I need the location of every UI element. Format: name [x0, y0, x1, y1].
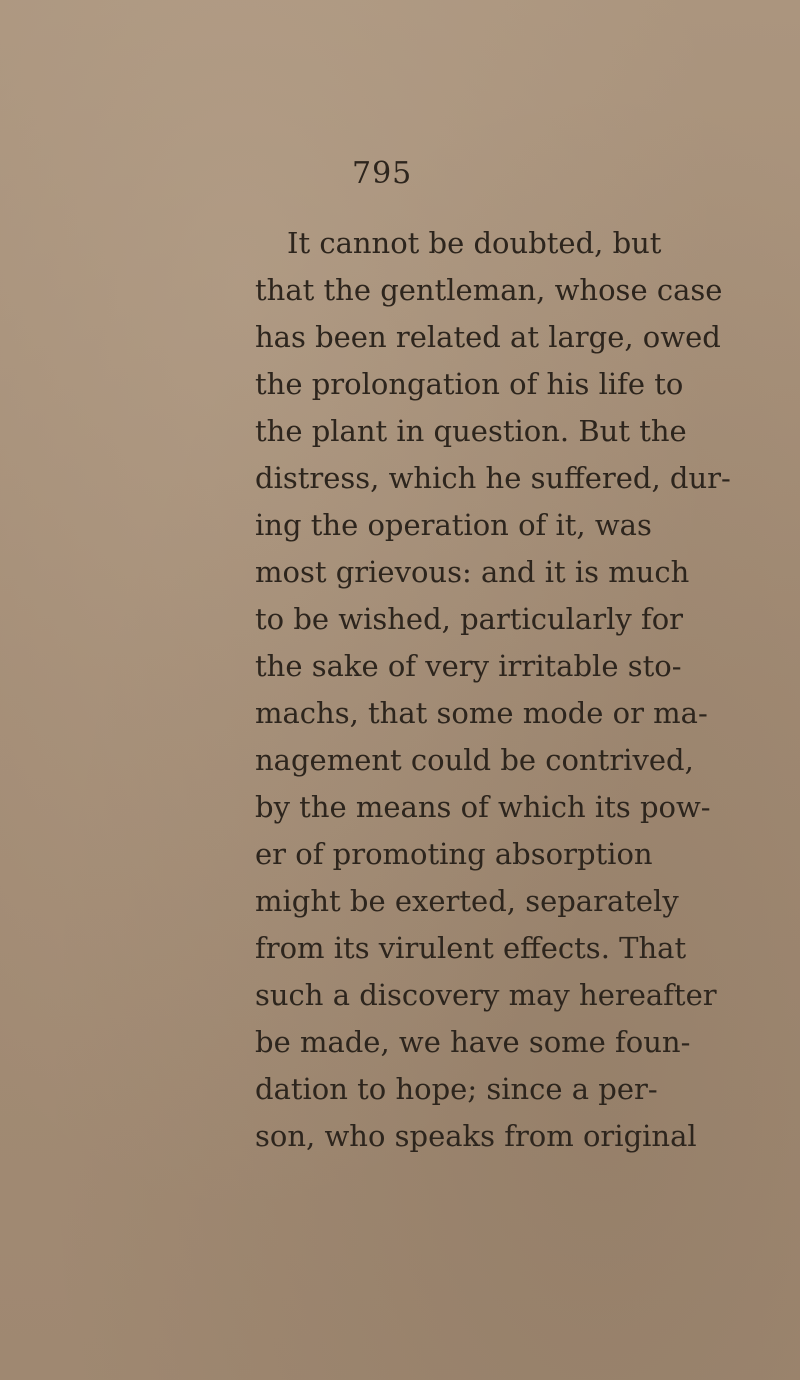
text-line: to be wished, particularly for [255, 602, 684, 636]
text-line: be made, we have some foun- [255, 1025, 691, 1059]
text-line: nagement could be contrived, [255, 743, 694, 777]
text-line: er of promoting absorption [255, 837, 653, 871]
text-line: such a discovery may hereafter [255, 978, 717, 1012]
text-line: the plant in question. But the [255, 414, 687, 448]
text-line: son, who speaks from original [255, 1119, 697, 1153]
text-line: the sake of very irritable sto- [255, 649, 682, 683]
text-line: ing the operation of it, was [255, 508, 652, 542]
text-line: distress, which he suffered, dur- [255, 461, 731, 495]
body-text [255, 220, 731, 1160]
text-line: by the means of which its pow- [255, 790, 711, 824]
text-line: most grievous: and it is much [255, 555, 690, 589]
text-line: dation to hope; since a per- [255, 1072, 658, 1106]
text-line: might be exerted, separately [255, 884, 679, 918]
text-line: machs, that some mode or ma- [255, 696, 708, 730]
text-line: It cannot be doubted, but [287, 226, 662, 260]
page-number: 795 [352, 156, 413, 191]
text-line: that the gentleman, whose case [255, 273, 723, 307]
text-line: the prolongation of his life to [255, 367, 684, 401]
text-line: has been related at large, owed [255, 320, 721, 354]
text-line: from its virulent effects. That [255, 931, 687, 965]
